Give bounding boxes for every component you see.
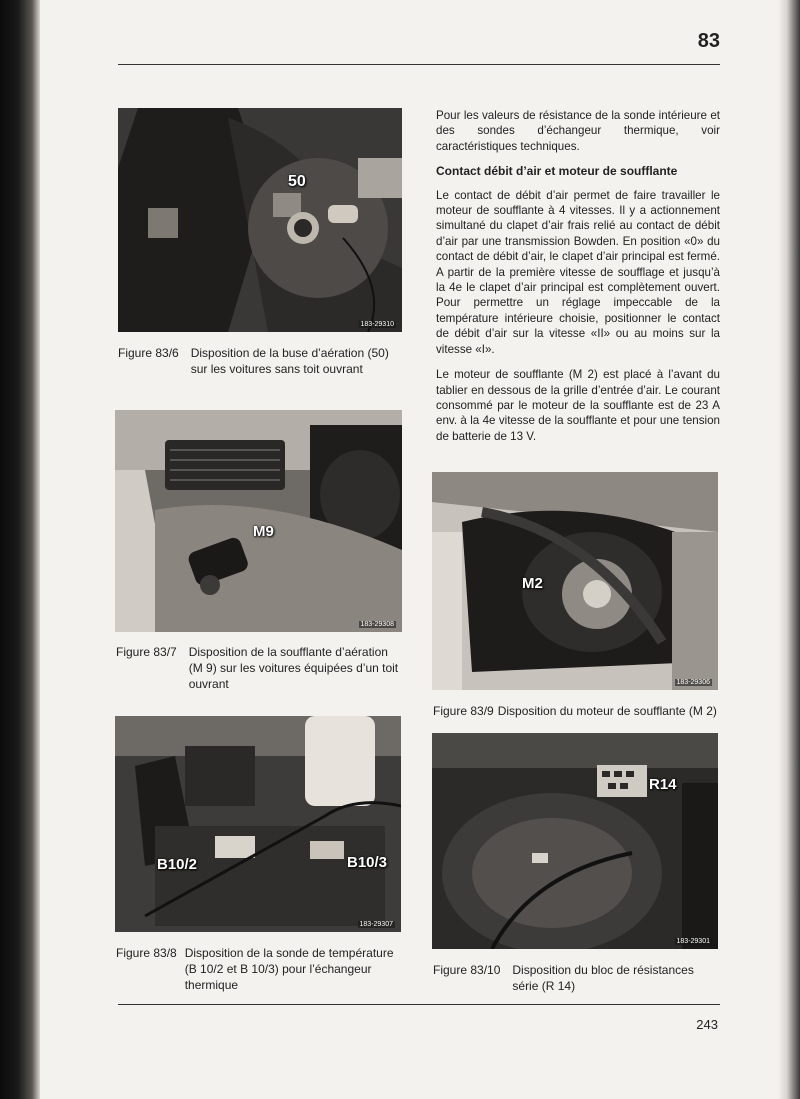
photo-id-83-8: 183-29307 — [359, 921, 393, 928]
photo-fig-83-6 — [118, 108, 402, 332]
page-number-top: 83 — [697, 30, 720, 52]
caption-label: Figure 83/6 — [118, 346, 179, 360]
photo-fig-83-10 — [432, 733, 718, 949]
photo-fig-83-6-drawing — [118, 108, 402, 332]
page-edge-shadow — [778, 0, 800, 1099]
photo-fig-83-9-drawing — [432, 472, 718, 690]
photo-id-83-7: 183-29308 — [360, 621, 394, 628]
photo-fig-83-7 — [115, 410, 402, 632]
photo-id-83-6: 183-29310 — [360, 321, 394, 328]
caption-fig-83-7 — [116, 644, 402, 692]
caption-text: Disposition du bloc de résistances série (R 14) — [512, 963, 694, 993]
callout-b10-2: B10/2 — [157, 856, 198, 873]
paragraph-2: Le moteur de soufflante (M 2) est placé à l’avant du tablier en dessous de la grille d’entrée d’air. Le courant consommé par le moteur de la soufflante est de 23 A env. à la 4e vitesse de la soufflante et pour une tension de batterie de 13 V. — [436, 368, 720, 443]
photo-fig-83-10-drawing — [432, 733, 718, 949]
caption-label: Figure 83/8 — [116, 946, 177, 960]
caption-fig-83-9 — [433, 703, 723, 719]
callout-b10-3: B10/3 — [347, 854, 388, 871]
section-heading: Contact débit d’air et moteur de soufflante — [436, 164, 678, 179]
caption-fig-83-6 — [118, 345, 402, 377]
footer-rule — [118, 1004, 720, 1005]
caption-label: Figure 83/10 — [433, 963, 501, 977]
photo-id-83-10: 183-29301 — [676, 938, 710, 945]
page-number-bottom: 243 — [696, 1017, 718, 1032]
caption-fig-83-8 — [116, 945, 402, 993]
intro-paragraph: Pour les valeurs de résistance de la sonde intérieure et des sondes d’échangeur thermique, voir caractéristiques techniques. — [436, 109, 720, 153]
book-binding-shadow — [0, 0, 40, 1099]
photo-fig-83-8 — [115, 716, 401, 932]
caption-text: Disposition de la soufflante d’aération (M 9) sur les voitures équipées d’un toit ouvrant — [188, 645, 399, 691]
body-text — [436, 108, 720, 454]
photo-fig-83-9 — [432, 472, 718, 690]
photo-id-83-9: 183-29306 — [676, 679, 710, 686]
caption-text: Disposition du moteur de soufflante (M 2) — [497, 704, 717, 718]
caption-label: Figure 83/7 — [116, 645, 177, 659]
caption-text: Disposition de la sonde de température (B 10/2 et B 10/3) pour l’échangeur thermique — [184, 946, 394, 992]
callout-m9: M9 — [253, 523, 274, 540]
photo-fig-83-7-drawing — [115, 410, 402, 632]
caption-label: Figure 83/9 — [433, 704, 494, 718]
photo-fig-83-8-drawing — [115, 716, 401, 932]
callout-50: 50 — [288, 173, 306, 190]
callout-m2: M2 — [522, 575, 543, 592]
header-rule — [118, 64, 720, 65]
callout-r14: R14 — [649, 776, 677, 793]
caption-text: Disposition de la buse d’aération (50) sur les voitures sans toit ouvrant — [190, 346, 389, 376]
caption-fig-83-10 — [433, 962, 723, 994]
paragraph-1: Le contact de débit d’air permet de faire travailler le moteur de soufflante à 4 vitesses. Il y a actionnement simultané du clapet d’air frais relié au contact de débit d’air par une transmission Bowden. En position «0» du contact de débit d’air, le clapet d’air principal est fermé. A partir de la première vitesse de soufflage et jusqu’à la 4e le clapet d’air principal est complètement ouvert. Pour permettre un réglage impeccable de la température intérieure choisie, positionner le contact de débit d’air sur la vitesse «II» ou au moins sur la vitesse «I». — [436, 188, 720, 356]
